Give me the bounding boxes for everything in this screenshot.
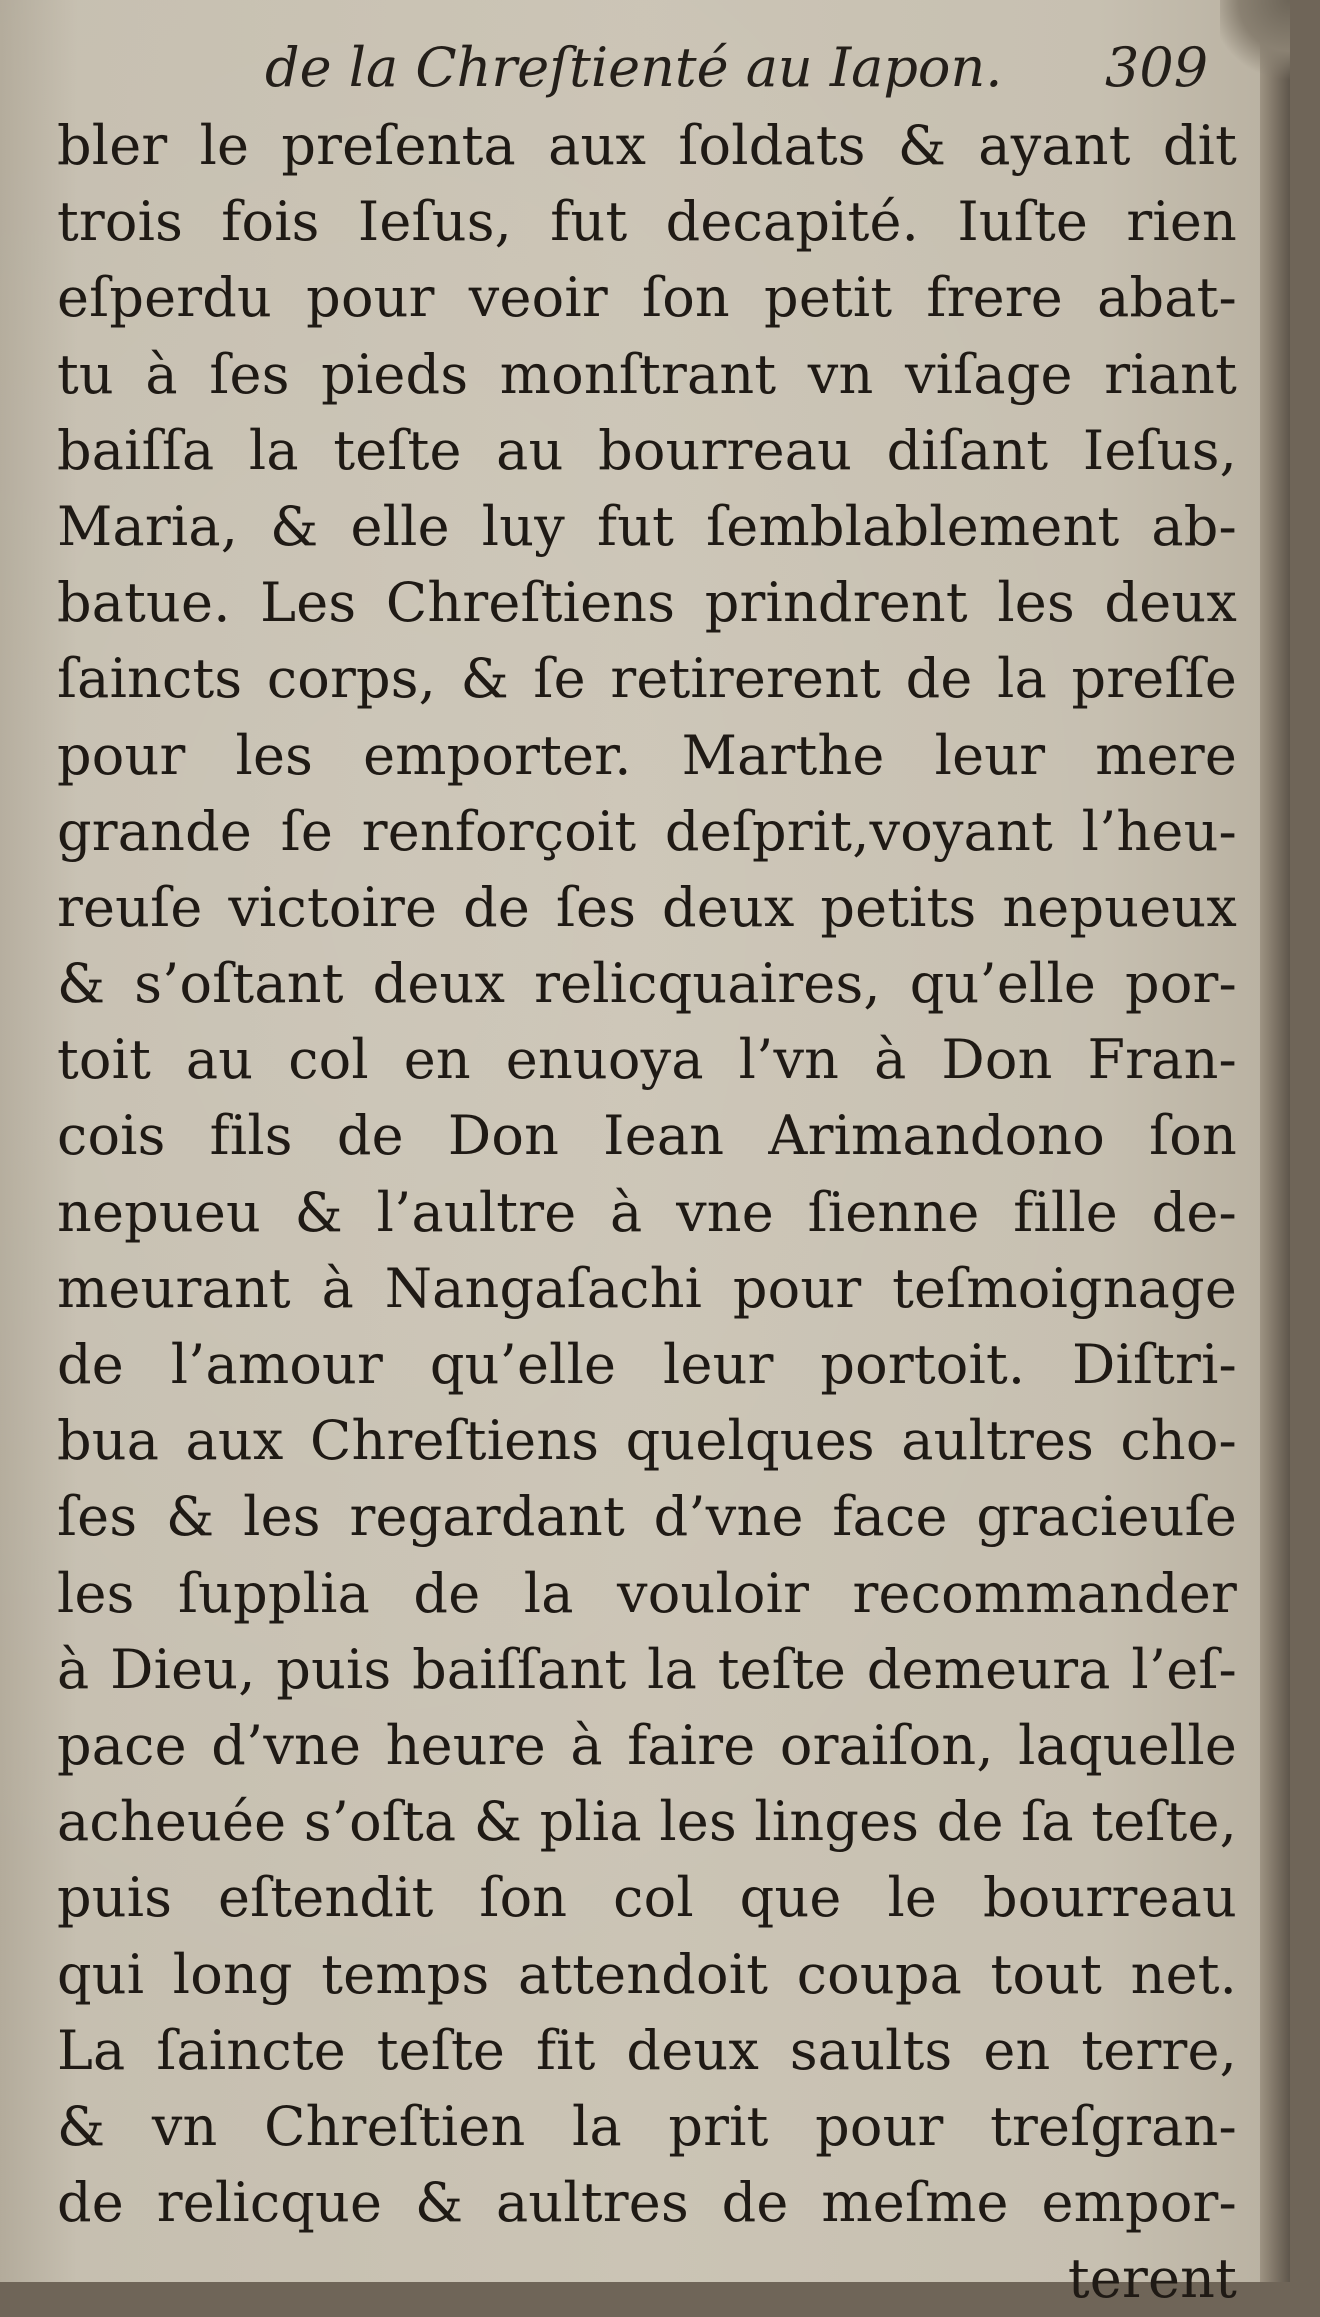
text-line: pour les emporter. Marthe leur mere [57,723,1237,787]
text-line: qui long temps attendoit coupa tout net. [57,1942,1237,2006]
text-line: toit au col en enuoya l’vn à Don Fran- [57,1028,1237,1092]
text-line: La ſaincte teſte fit deux saults en terre, [57,2018,1237,2082]
text-line: nepueu & l’aultre à vne ſienne fille de- [57,1180,1237,1244]
text-line: baiſſa la teſte au bourreau diſant Ieſus, [57,418,1237,482]
text-line: bua aux Chreſtiens quelques aultres cho- [57,1409,1237,1473]
text-line: pace d’vne heure à faire oraiſon, laquelle [57,1713,1237,1777]
text-line: & vn Chreſtien la prit pour treſgran- [57,2094,1237,2158]
page-number: 309 [1105,36,1209,99]
text-line: à Dieu, puis baiſſant la teſte demeura l’eſ- [57,1637,1237,1701]
text-line: eſperdu pour veoir ſon petit frere abat- [57,266,1237,330]
text-line: & s’oſtant deux relicquaires, qu’elle por- [57,952,1237,1016]
page-edge [1260,0,1290,2282]
body-text [57,108,1237,2317]
catchword: terent [1067,2247,1237,2311]
text-line: les ſupplia de la vouloir recommander [57,1561,1237,1625]
text-line: bler le preſenta aux ſoldats & ayant dit [57,114,1237,177]
text-line: meurant à Nangaſachi pour teſmoignage [57,1256,1237,1320]
running-title: de la Chreſtienté au Iapon. [265,36,1003,99]
text-line: cois fils de Don Iean Arimandono ſon [57,1104,1237,1168]
text-line: de l’amour qu’elle leur portoit. Diſtri- [57,1333,1237,1396]
text-line: Maria, & elle luy fut ſemblablement ab- [57,494,1237,558]
text-line: puis eſtendit ſon col que le bourreau [57,1866,1237,1930]
text-line: acheuée s’oſta & plia les linges de ſa teſte, [57,1790,1237,1854]
page-header [0,30,1290,120]
text-line: batue. Les Chreſtiens prindrent les deux [57,571,1237,635]
text-line: de relicque & aultres de meſme empor- [57,2171,1237,2235]
text-line: ſes & les regardant d’vne face gracieuſe [57,1485,1237,1549]
text-line: reuſe victoire de ſes deux petits nepueux [57,875,1237,939]
text-line: tu à ſes pieds monſtrant vn viſage riant [57,342,1237,406]
text-line: ſaincts corps, & ſe retirerent de la preſſe [57,647,1237,711]
text-line: trois fois Ieſus, fut decapité. Iuſte rien [57,190,1237,254]
text-line: grande ſe renforçoit deſprit,voyant l’heu- [57,799,1237,863]
